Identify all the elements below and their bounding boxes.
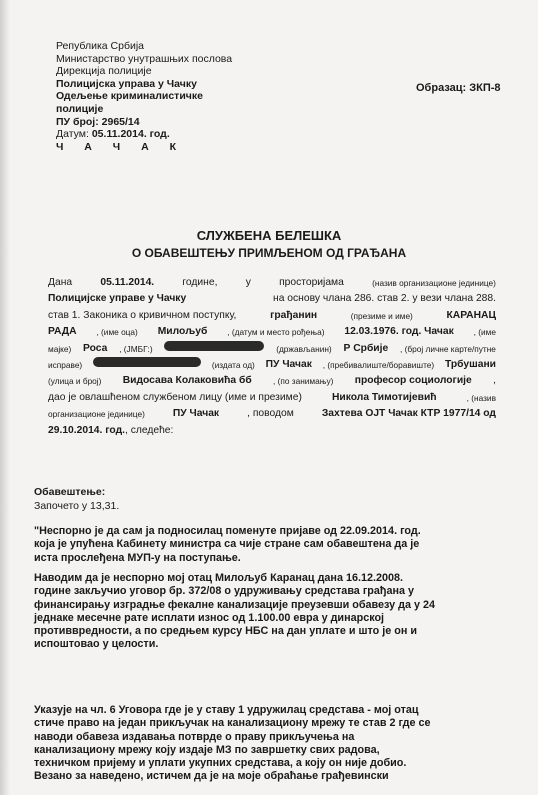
date-line — [56, 128, 232, 141]
header-line: Одељење криминалистичке — [56, 90, 203, 103]
intro-line: (улица и број) Видосава Колаковића бб , (по занимању) професор социологије , — [48, 375, 496, 387]
intro-line: 29.10.2014. год. , следеће: — [48, 424, 174, 436]
issuer-header — [56, 40, 232, 153]
notice-label: Обавештење: — [34, 486, 106, 498]
header-line: Република Србија — [56, 40, 145, 52]
intro-paragraph — [48, 275, 496, 439]
case-number: ПУ број: 2965/14 — [56, 115, 140, 128]
form-number: Образац: ЗКП-8 — [416, 82, 501, 94]
header-line: Полицијска управа у Чачку — [56, 77, 197, 90]
scan-edge — [0, 0, 10, 795]
header-line: Дирекција полиције — [56, 65, 152, 78]
intro-line: исправе) (издата од) ПУ Чачак , (пребивалиште/боравиште) Трбушани — [48, 359, 496, 371]
intro-line: Полицијске управе у Чачку на основу члана 286. став 2. у вези члана 288. — [48, 293, 496, 305]
document-subtitle: О ОБАВЕШТЕЊУ ПРИМЉЕНОМ ОД ГРАЂАНА — [131, 246, 407, 260]
date-label: Датум: — [56, 128, 89, 141]
redaction-mark — [93, 357, 201, 367]
intro-line: мајке) Роса , (ЈМБГ:) (држављанин) Р Србије , (број личне карте/путне — [48, 342, 496, 354]
start-time: Започето у 13,31. — [34, 500, 120, 512]
redaction-mark — [164, 341, 264, 351]
document-title: СЛУЖБЕНА БЕЛЕШКА — [196, 228, 342, 243]
intro-line: дао је овлашћеном службеном лицу (име и презиме) Никола Тимотијевић , (назив — [48, 391, 496, 403]
city: Ч А Ч А К — [56, 140, 185, 153]
intro-line: организационе јединице) ПУ Чачак , поводом Захтева ОЈТ Чачак КТР 1977/14 од — [48, 408, 496, 420]
intro-line: РАДА , (име оца) Милољуб , (датум и место рођења) 12.03.1976. год. Чачак , (име — [48, 326, 496, 338]
intro-line: став 1. Законика о кривичном поступку, грађанин (презиме и име) КАРАНАЦ — [48, 309, 496, 321]
date-value: 05.11.2014. год. — [91, 128, 170, 141]
header-line: полиције — [56, 102, 104, 115]
statement-paragraph: "Неспорно је да сам ја подносилац поменуте пријаве од 22.09.2014. год. која је упућена Кабинету министра са чије стране сам обавештена да је иста прослеђена МУП-у на поступање. — [34, 525, 421, 564]
statement-paragraph: Указује на чл. 6 Уговора где је у ставу 1 удружилац средстава - мој отац стиче право на један прикључак на канализациону мрежу те став 2 где се наводи обавеза издавања потврде о праву прикључења на канализациону мрежу коју издаје МЗ по завршетку свих радова, техничком пријему и уплати укупних средстава, а коју он није добио. Везано за наведено, истичем да је на моје обраћање грађевински — [34, 704, 431, 783]
header-line: Министарство унутрашњих послова — [56, 52, 233, 65]
intro-line: Дана 05.11.2014. године, у просторијама (назив организационе јединице) — [48, 277, 496, 288]
statement-paragraph: Наводим да је неспорно мој отац Милољуб Каранац дана 16.12.2008. године закључио уговор бр. 372/08 о удруживању средстава грађана у финансирању изградње фекалне канализације преузевши обавезу да у 24 једнаке месечне рате исплати износ од 1.100.00 евра у динарској противвредности, а по средњем курсу НБС на дан уплате и што је он и испоштовао у целости. — [34, 572, 436, 651]
